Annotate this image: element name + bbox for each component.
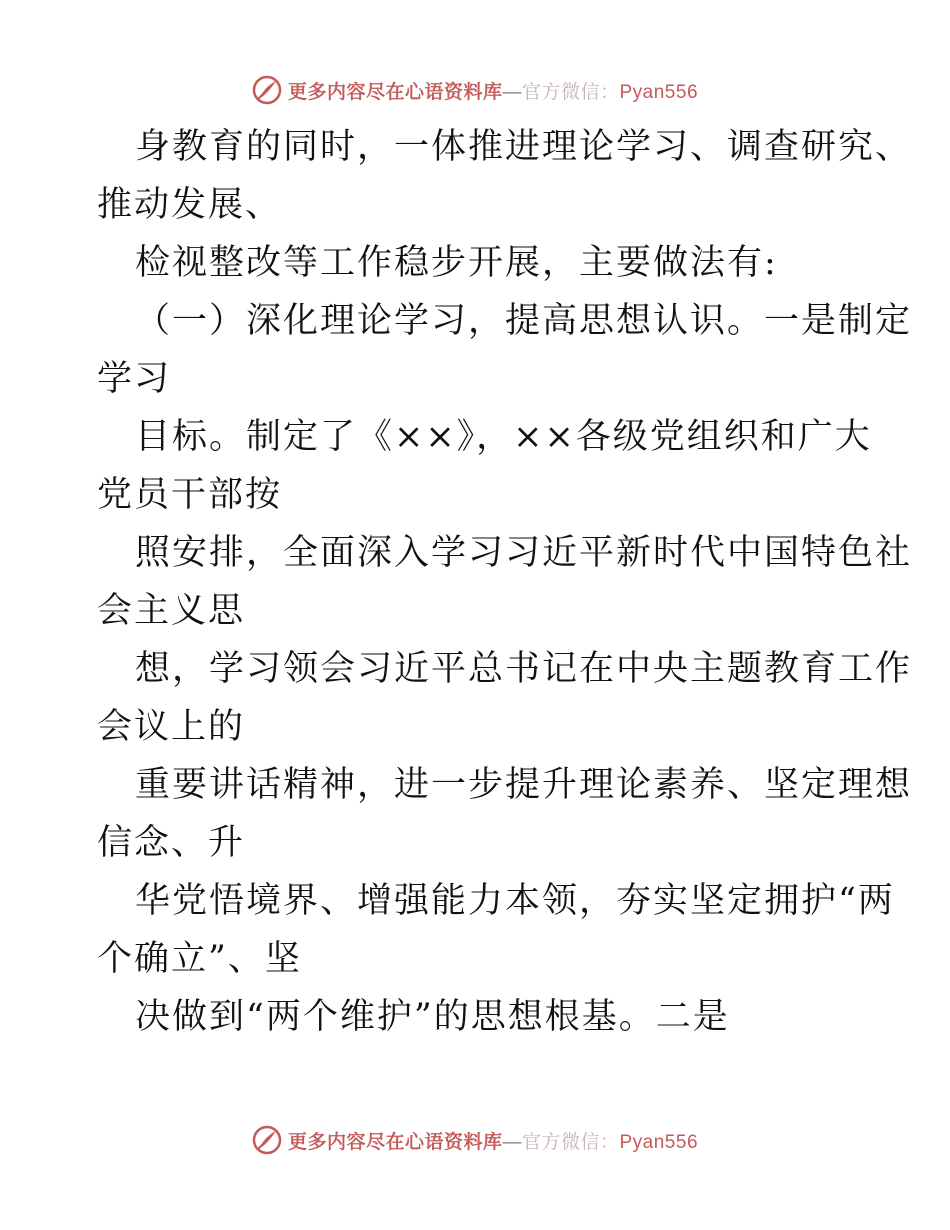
body-line: 信念、升 <box>97 823 246 863</box>
body-line: 华党悟境界、增强能力本领，夯实坚定拥护“两 <box>135 881 895 921</box>
body-line: 目标。制定了《××》，××各级党组织和广大 <box>135 417 872 457</box>
body-line: 推动发展、 <box>97 185 283 225</box>
banner-sub-text: 官方微信： <box>521 1131 620 1153</box>
body-line: 决做到“两个维护”的思想根基。二是 <box>135 997 730 1037</box>
footer-watermark-banner <box>0 1120 950 1160</box>
banner-main-text: 更多内容尽在心语资料库 <box>287 81 503 103</box>
banner-wechat-id: Pyan556 <box>619 81 699 103</box>
body-line: 重要讲话精神，进一步提升理论素养、坚定理想 <box>135 765 913 805</box>
body-line: 想，学习领会习近平总书记在中央主题教育工作 <box>135 649 913 689</box>
body-line: 检视整改等工作稳步开展，主要做法有: <box>135 243 778 283</box>
body-line: 个确立”、坚 <box>97 939 302 979</box>
header-watermark-banner <box>0 70 950 110</box>
body-line: 照安排，全面深入学习习近平新时代中国特色社 <box>135 533 913 573</box>
banner-dash: — <box>502 81 522 103</box>
body-line: 身教育的同时，一体推进理论学习、调查研究、 <box>135 127 913 167</box>
banner-dash: — <box>502 1131 522 1153</box>
quill-logo-icon <box>252 75 282 105</box>
body-line: 会议上的 <box>97 707 246 747</box>
quill-logo-icon <box>252 1125 282 1155</box>
banner-main-text: 更多内容尽在心语资料库 <box>287 1131 503 1153</box>
body-line: （一）深化理论学习，提高思想认识。一是制定 <box>135 301 913 341</box>
body-line: 党员干部按 <box>97 475 283 515</box>
banner-sub-text: 官方微信： <box>521 81 620 103</box>
banner-wechat-id: Pyan556 <box>619 1131 699 1153</box>
document-body <box>97 118 913 1046</box>
body-line: 会主义思 <box>97 591 246 631</box>
body-line: 学习 <box>97 359 172 399</box>
